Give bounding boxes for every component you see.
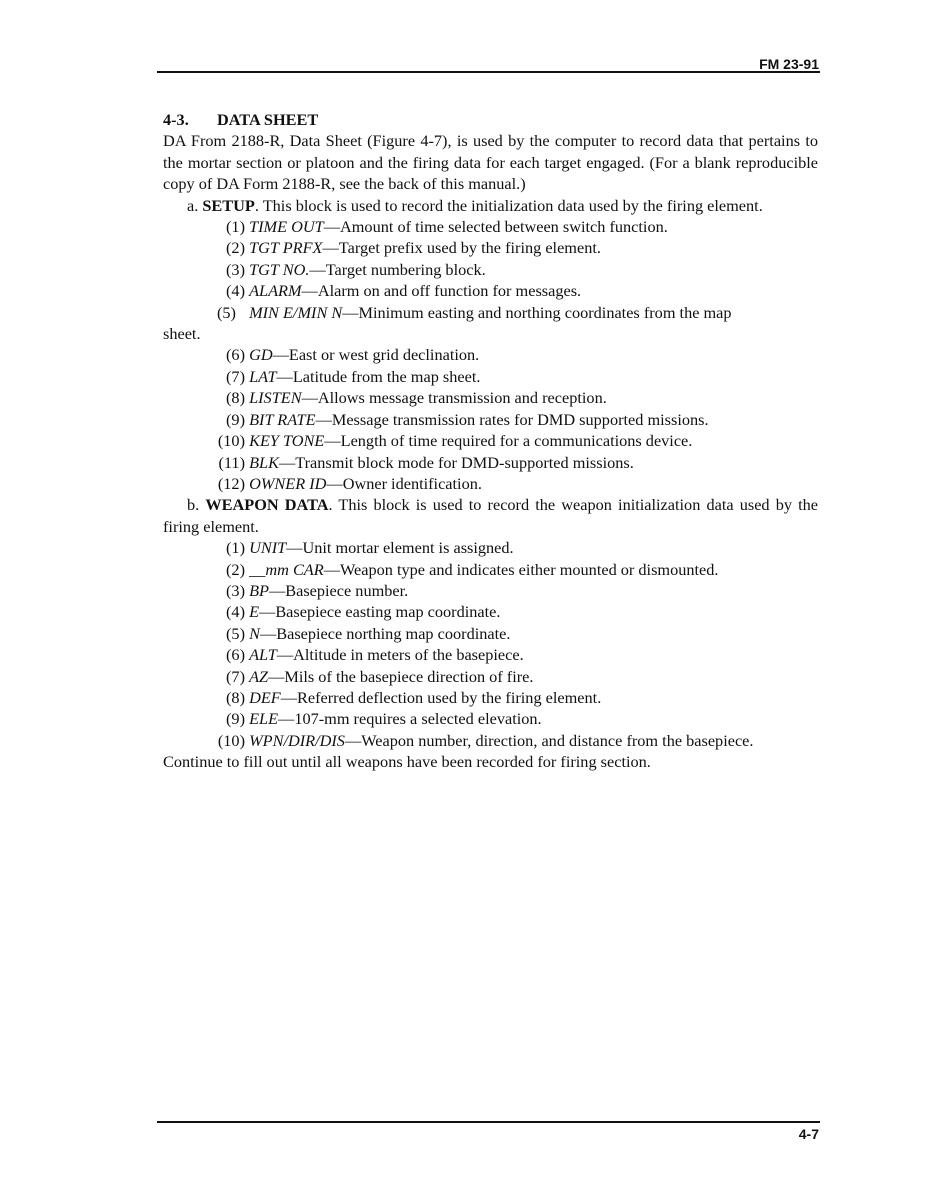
list-item — [163, 601, 818, 622]
setup-item-list — [163, 216, 818, 494]
item-description: —Unit mortar element is assigned. — [286, 538, 514, 558]
weapon-paragraph — [163, 494, 818, 537]
item-description: —Message transmission rates for DMD supported missions. — [315, 409, 709, 429]
setup-text: . This block is used to record the initialization data used by the firing element. — [254, 195, 763, 215]
item-number: (10) — [217, 431, 245, 451]
list-item — [163, 559, 818, 580]
item-term: TIME OUT — [249, 217, 324, 237]
item-number: (7) — [226, 666, 245, 686]
item-description: —Weapon number, direction, and distance from the basepiece. — [344, 730, 754, 750]
item-description: —Length of time required for a communications device. — [324, 431, 693, 451]
list-item — [163, 216, 818, 237]
item-number: (2) — [226, 559, 245, 579]
list-item — [163, 430, 818, 451]
list-item — [163, 280, 818, 301]
list-item — [163, 387, 818, 408]
header-rule — [157, 71, 820, 73]
weapon-item-list — [163, 537, 818, 751]
setup-letter: a. — [187, 195, 199, 215]
item-number: (2) — [226, 238, 245, 258]
item-number: (5) — [217, 302, 236, 322]
item-description: —Target numbering block. — [309, 259, 486, 279]
item-number: (4) — [226, 602, 245, 622]
list-item — [163, 302, 818, 323]
item-number: (9) — [226, 709, 245, 729]
item-number: (1) — [226, 217, 245, 237]
item-number: (9) — [226, 409, 245, 429]
item-term: DEF — [249, 687, 281, 707]
item-description: —Target prefix used by the firing element. — [322, 238, 601, 258]
item-number: (10) — [217, 730, 245, 750]
page-content — [163, 109, 818, 773]
item-term: ELE — [249, 709, 279, 729]
page-number: 4-7 — [798, 1126, 819, 1142]
weapon-letter: b. — [187, 495, 200, 515]
item-description: —Alarm on and off function for messages. — [301, 281, 582, 301]
item-term: ALT — [249, 645, 277, 665]
list-item — [163, 452, 818, 473]
item-description: —Mils of the basepiece direction of fire. — [268, 666, 534, 686]
setup-paragraph — [163, 195, 818, 216]
item-term: N — [249, 623, 260, 643]
item-number: (7) — [226, 366, 245, 386]
list-item — [163, 644, 818, 665]
list-item — [163, 537, 818, 558]
footer-rule — [157, 1121, 820, 1123]
item-term: TGT NO. — [249, 259, 310, 279]
item-description: —Allows message transmission and reception. — [301, 388, 607, 408]
item-term: WPN/DIR/DIS — [249, 730, 345, 750]
weapon-closing: Continue to fill out until all weapons have been recorded for firing section. — [163, 752, 651, 772]
item-number: (6) — [226, 645, 245, 665]
item-number: (1) — [226, 538, 245, 558]
section-title: DATA SHEET — [217, 110, 319, 129]
item-term: BIT RATE — [249, 409, 316, 429]
item-number: (3) — [226, 259, 245, 279]
list-item — [163, 580, 818, 601]
item-term: ALARM — [249, 281, 302, 301]
item-description: —Latitude from the map sheet. — [276, 366, 481, 386]
item-description: —Referred deflection used by the firing element. — [280, 687, 602, 707]
list-item — [163, 623, 818, 644]
item-number: (11) — [218, 452, 245, 472]
list-item — [163, 366, 818, 387]
item-description: —Weapon type and indicates either mounted or dismounted. — [323, 559, 719, 579]
item-description: —Minimum easting and northing coordinates from the map — [342, 302, 732, 322]
setup-title: SETUP — [202, 195, 255, 215]
item-description: —Basepiece northing map coordinate. — [259, 623, 511, 643]
item-description: —Altitude in meters of the basepiece. — [276, 645, 524, 665]
item-term: E — [249, 602, 260, 622]
item-term: BP — [249, 580, 269, 600]
weapon-title: WEAPON DATA — [205, 495, 329, 515]
item-term: UNIT — [249, 538, 287, 558]
item-description: —Owner identification. — [326, 473, 482, 493]
list-item — [163, 344, 818, 365]
section-intro: DA From 2188-R, Data Sheet (Figure 4-7), is used by the computer to record data that pertains to the mortar section or platoon and the firing data for each target engaged. (For a blank reproducible copy of DA Form 2188-R, see the back of this manual.) — [163, 131, 818, 194]
list-item — [163, 473, 818, 494]
item-description: —Transmit block mode for DMD-supported missions. — [278, 452, 634, 472]
list-item — [163, 409, 818, 430]
list-item — [163, 730, 818, 751]
section-number: 4-3. — [163, 110, 189, 129]
item-number: (5) — [226, 623, 245, 643]
item-number: (4) — [226, 281, 245, 301]
item-number: (6) — [226, 345, 245, 365]
item-description: —107-mm requires a selected elevation. — [278, 709, 542, 729]
item-term: MIN E/MIN N — [249, 302, 343, 322]
list-item — [163, 666, 818, 687]
item-term: GD — [249, 345, 273, 365]
item-term: BLK — [249, 452, 279, 472]
item-term: TGT PRFX — [249, 238, 323, 258]
list-item — [163, 237, 818, 258]
item-continuation: sheet. — [163, 324, 201, 344]
list-item — [163, 259, 818, 280]
item-description: —East or west grid declination. — [272, 345, 480, 365]
item-term: OWNER ID — [249, 473, 327, 493]
weapon-text: . This block is used to record the weapon initialization data used by the firing element. — [163, 495, 818, 536]
running-header-id: FM 23-91 — [759, 56, 819, 72]
item-number: (8) — [226, 388, 245, 408]
list-item — [163, 708, 818, 729]
item-description: —Basepiece easting map coordinate. — [259, 602, 501, 622]
list-item — [163, 687, 818, 708]
item-number: (3) — [226, 580, 245, 600]
item-number: (8) — [226, 687, 245, 707]
item-description: —Basepiece number. — [268, 580, 409, 600]
section-heading — [163, 109, 818, 130]
item-description: —Amount of time selected between switch function. — [323, 217, 668, 237]
item-term: __mm CAR — [249, 559, 324, 579]
item-term: LISTEN — [249, 388, 302, 408]
item-term: AZ — [249, 666, 269, 686]
item-number: (12) — [217, 473, 245, 493]
item-term: KEY TONE — [249, 431, 325, 451]
item-term: LAT — [249, 366, 277, 386]
